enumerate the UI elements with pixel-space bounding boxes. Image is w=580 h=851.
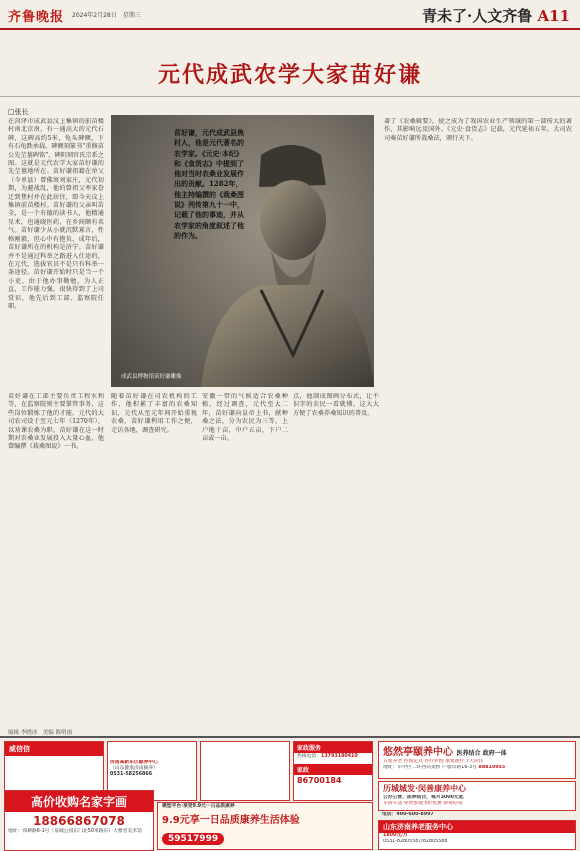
article-column-5: 点，他制成图画分布式，让不识字的农民一看就懂。这大大方便了农桑养桑知识的普及。 (293, 393, 379, 417)
calligraphy-address: 地址：舜耕路6-1号（泉城公园东门北50米路东）大雅堂美术馆 (8, 829, 142, 834)
lixia-sub: 公办公营，医养结合，每月3000元起 (383, 795, 464, 800)
jinan-ad (110, 760, 190, 796)
jinan-phone: 0531-58256866 (110, 772, 153, 778)
golden-age-price: 1800元/月 (383, 833, 408, 838)
calligraphy-phone: 18866867078 (33, 814, 125, 828)
ad-divider (0, 736, 580, 738)
article-title: 元代成武农学大家苗好谦 (157, 62, 422, 88)
household-label: 家政服务 (294, 742, 372, 753)
wellness-trial-sub: 9.9元享一日品质康养生活体验 (162, 815, 300, 827)
article-column-1: 在菏泽市成武县汶上集镇的前苗楼村南北京南，有一通高大的元代石碑，这碑高约5米，龟头碑额，下有石龟跌承载。碑额刻篆书“重修苗公先茔墓碑铭”，碑阴刻官氏宗系之图。这就是元代农学大家苗好谦的先茔墓地所在。苗好谦祖籍在单父（今单县）曾佛寓刘家庄，元代初期，为避战乱，他的曾祖父率家眷迁到焦村并在此居住，即今天汶上集镇前苗楼村。苗好谦的父亲叫苗全，是一个有德的读书人，他精通星术，也通晓医药，在乡间颇有名气。苗好谦少从小就沉默寡言，性格刚毅，但心中有抱负，成年后，苗好谦所在的机构是济宁。苗好谦并不是通过科举之路进入仕途的，在元代，选拔官员不是只有科举一条途径。苗好谦开始时只是当一个小吏，由于他办事勤勉，为人正直，工作能力强，很快得到了上司赏识，他先后到工部、监察院任职。 (8, 118, 104, 310)
article-column-2: 苗好谦在工部主要负责工程水利等，在监察院则主要掌管事务，这些岗位锻炼了他的才能。元代的大司农司设于至元七年（1270年），以劝课农桑为职。苗好谦在这一时期对农桑业发展投入大量心血，他曾编撰《栽桑图说》一书。 (8, 393, 104, 451)
section-title: 青未了·人文齐鲁 A11 (422, 7, 570, 25)
fixed-phone: 86700184 (297, 776, 342, 786)
resort-ad (378, 741, 576, 779)
lixia-ad (378, 781, 576, 811)
golden-age-phone: 0531-82805587/82805588 (383, 839, 448, 845)
resort-title: 悠然亭颐养中心 医养结合 政府一体 (383, 747, 507, 758)
article-column-right: 著了《农桑辑要》，使之成为了我国农业生产领域的第一部传大的著作，其影响远及国外。《元史·食货志》记载，元代延祐五年，大司农司奏苗好谦所栽桑法，颁行天下。 (384, 118, 572, 142)
golden-age-title: 山东济南养老服务中心 (379, 821, 575, 833)
resort-address: 地址：市中区二环西高架桥下·腊山路16-3号 88819955 (383, 765, 506, 771)
article-byline: □张长 (8, 108, 29, 116)
page-number: A11 (537, 7, 570, 25)
golden-age-ad (378, 820, 576, 850)
lixia-cta: 车接车送 免费参观 5折优惠 即将结束 (383, 801, 463, 807)
wellness-trial-phone: 59517999 (162, 833, 224, 845)
fixed-label: 家政 (294, 764, 372, 775)
jinan-sub: （山东健康济南颐养） (110, 766, 158, 772)
wellness-trial-ad (157, 802, 373, 850)
lixia-title: 历城城发·闵善康养中心 (383, 784, 467, 793)
article-intro: 苗好谦，元代成武县焦村人，他是元代著名的农学家。《元史·本纪》和《食货志》中提到了他对当时农桑业发展作出的贡献。1282年，他主持编撰的《栽桑图说》列传第九十一中，记载了他的事迹，并从农学家的角度叙述了他的作为。 (174, 128, 244, 240)
calligraphy-ad-title: 高价收购名家字画 (5, 791, 153, 812)
article-column-4: 安徽一带的气候适合农桑种植，经过调查，元代至大二年，苗好谦向皇帝上书，献种桑之法，分为农民为三等，上户地十亩，中户五亩，下户二亩或一亩。 (202, 393, 288, 443)
calligraphy-ad (4, 790, 154, 851)
title-divider (0, 96, 580, 97)
resort-tags: 五星养老 医保定点 医疗护理 康复理疗 7天试住 (383, 759, 484, 764)
issue-date: 2024年2月28日 星期三 (72, 12, 141, 19)
wellness-trial-title: 模型平台·享受9.9元一日品质康养 (162, 804, 235, 809)
classified-label: 威信信 (5, 742, 103, 756)
editor-credit: 编辑 李晓冰 美编 陈明雨 (8, 730, 72, 736)
jinan-title: 济南高新东区颐养中心 (110, 760, 158, 765)
hotline-number: 13793180410 (321, 754, 358, 759)
lixia-phone: 电话：400-600-8997 (382, 812, 434, 817)
service-ad-2 (200, 741, 290, 801)
photo-caption: 成武县博物馆苗好谦雕像 (121, 374, 182, 380)
newspaper-logo: 齐鲁晚报 (8, 10, 65, 25)
article-column-3: 随着苗好谦在司农机构的工作，他积累了丰富的农桑知识，元代从至元年间开始重视农桑，苗好谦利用工作之便，走访各地，调查研究。 (111, 393, 197, 434)
household-ad: 家政服务 热线电话：13793180410 家政 86700184 (293, 741, 373, 801)
